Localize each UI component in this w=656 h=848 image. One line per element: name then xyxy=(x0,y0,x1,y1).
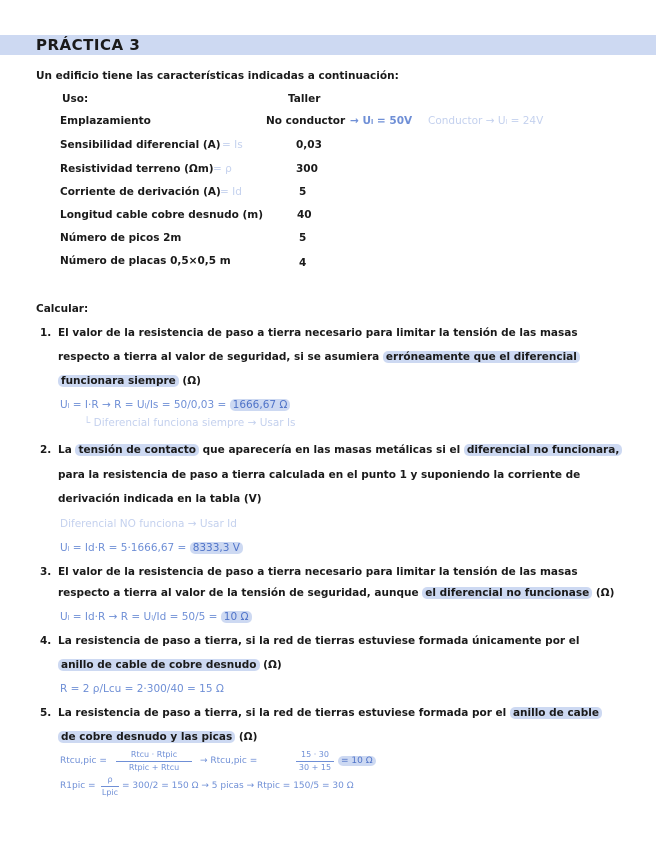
question-text: anillo de cable de cobre desnudo (Ω) xyxy=(58,659,282,671)
row-label: Resistividad terreno (Ωm) xyxy=(60,163,214,175)
question-text: derivación indicada en la tabla (V) xyxy=(58,493,262,505)
row-note-alt: Conductor → Uₗ = 24V xyxy=(428,115,544,127)
answer-formula: Uₗ = Id·R = 5·1666,67 = 8333,3 V xyxy=(60,542,243,554)
answer-note: Diferencial NO funciona → Usar Id xyxy=(60,518,237,530)
question-number: 2. xyxy=(40,444,52,456)
fraction-bar xyxy=(101,786,119,787)
row-label: Emplazamiento xyxy=(60,115,151,127)
page-title: PRÁCTICA 3 xyxy=(36,36,141,54)
question-number: 4. xyxy=(40,635,52,647)
question-text: La resistencia de paso a tierra, si la red de tierras estuviese formada únicamente por el xyxy=(58,635,580,647)
question-text: respecto a tierra al valor de seguridad, si se asumiera erróneamente que el diferencial xyxy=(58,351,580,363)
question-text: funcionara siempre (Ω) xyxy=(58,375,201,387)
row-value: 0,03 xyxy=(296,139,322,151)
question-number: 5. xyxy=(40,707,52,719)
row-note: = Is xyxy=(222,139,243,151)
question-text: El valor de la resistencia de paso a tierra necesario para limitar la tensión de las masas xyxy=(58,566,578,578)
question-text: La resistencia de paso a tierra, si la red de tierras estuviese formada por el anillo de cable xyxy=(58,707,602,719)
fraction-bar xyxy=(296,761,334,762)
row-label: Sensibilidad diferencial (A) xyxy=(60,139,221,151)
row-note: → Uₗ = 50V xyxy=(350,115,413,127)
answer-formula: Uₗ = Id·R → R = Uₗ/Id = 50/5 = 10 Ω xyxy=(60,611,252,623)
fraction-denominator: Rtpic + Rtcu xyxy=(128,763,180,772)
formula-lhs: Rtcu,pic = xyxy=(60,756,107,766)
intro-text: Un edificio tiene las características indicadas a continuación: xyxy=(36,70,399,82)
question-text: para la resistencia de paso a tierra calculada en el punto 1 y suponiendo la corriente de xyxy=(58,469,581,481)
row-note: = ρ xyxy=(213,163,232,175)
question-text: de cobre desnudo y las picas (Ω) xyxy=(58,731,257,743)
fraction-denominator: 30 + 15 xyxy=(298,763,332,772)
row-label: Corriente de derivación (A) xyxy=(60,186,221,198)
fraction-numerator: Rtcu · Rtpic xyxy=(130,750,178,759)
row-value: 5 xyxy=(299,232,307,244)
row-value: 4 xyxy=(299,257,307,269)
calcular-heading: Calcular: xyxy=(36,303,89,315)
question-number: 3. xyxy=(40,566,52,578)
row-label: Longitud cable cobre desnudo (m) xyxy=(60,209,264,221)
fraction-numerator: ρ xyxy=(107,775,113,784)
question-number: 1. xyxy=(40,327,52,339)
uso-value: Taller xyxy=(288,93,321,105)
row-value: No conductor xyxy=(266,115,346,127)
question-text: La tensión de contacto que aparecería en las masas metálicas si el diferencial no funcionara, xyxy=(58,444,622,456)
formula-result: = 10 Ω xyxy=(338,756,376,766)
fraction-denominator: Lpic xyxy=(101,788,119,797)
question-text: respecto a tierra al valor de la tensión de seguridad, aunque el diferencial no funcionase (Ω) xyxy=(58,587,615,599)
formula-rest: = 300/2 = 150 Ω → 5 picas → Rtpic = 150/5 = 30 Ω xyxy=(122,781,354,791)
fraction-numerator: 15 · 30 xyxy=(301,750,329,759)
row-value: 5 xyxy=(299,186,307,198)
answer-note: └ Diferencial funciona siempre → Usar Is xyxy=(84,417,296,429)
uso-label: Uso: xyxy=(62,93,89,105)
question-text: El valor de la resistencia de paso a tierra necesario para limitar la tensión de las masas xyxy=(58,327,578,339)
formula-mid: → Rtcu,pic = xyxy=(200,756,258,766)
answer-formula: Uₗ = I·R → R = Uₗ/Is = 50/0,03 = 1666,67 Ω xyxy=(60,399,290,411)
row-value: 300 xyxy=(296,163,318,175)
row-note: = Id xyxy=(220,186,242,198)
formula-lhs: R1pic = xyxy=(60,781,96,791)
row-label: Número de placas 0,5×0,5 m xyxy=(60,255,231,267)
row-label: Número de picos 2m xyxy=(60,232,182,244)
row-value: 40 xyxy=(297,209,312,221)
answer-formula: R = 2 ρ/Lcu = 2·300/40 = 15 Ω xyxy=(60,683,224,695)
fraction-bar xyxy=(116,761,192,762)
